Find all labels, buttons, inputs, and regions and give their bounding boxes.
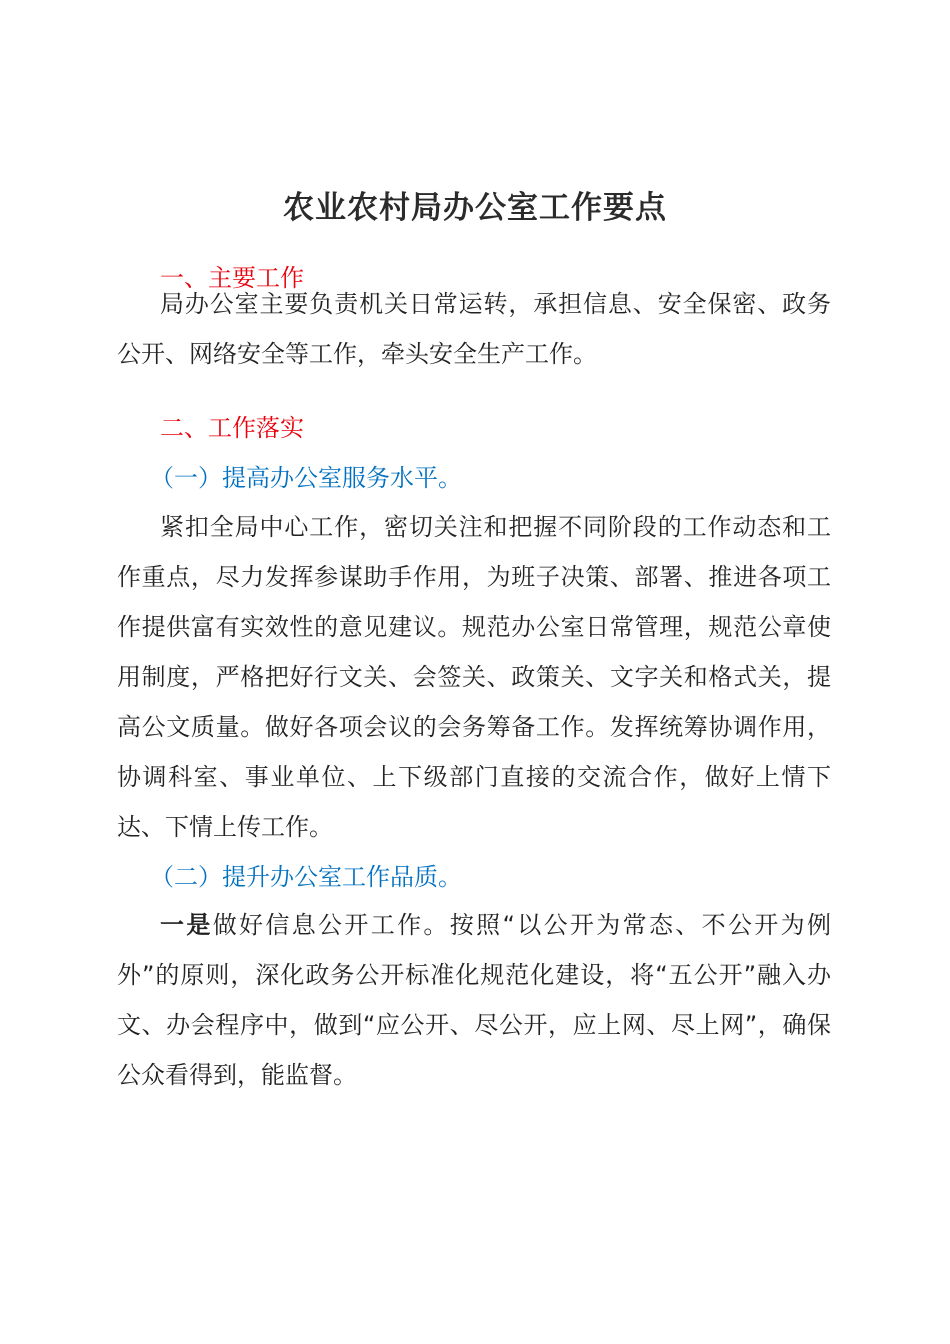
subsection-heading-service: （一）提高办公室服务水平。 — [150, 464, 462, 492]
page-title: 农业农村局办公室工作要点 — [283, 190, 667, 226]
paragraph-service: 紧扣全局中心工作，密切关注和把握不同阶段的工作动态和工作重点，尽力发挥参谋助手作用，为班子决策、部署、推进各项工作提供富有实效性的意见建议。规范办公室日常管理，规范公章使用制度，严格把好行文关、会签关、政策关、文字关和格式关，提高公文质量。做好各项会议的会务筹备工作。发挥统筹协调作用，协调科室、事业单位、上下级部门直接的交流合作，做好上情下达、下情上传工作。 — [117, 513, 831, 841]
paragraph-lead: 一是 — [160, 911, 213, 939]
section-heading-implementation: 二、工作落实 — [160, 414, 304, 442]
subsection-heading-quality: （二）提升办公室工作品质。 — [150, 863, 462, 891]
paragraph-main-work: 局办公室主要负责机关日常运转，承担信息、安全保密、政务公开、网络安全等工作，牵头安全生产工作。 — [117, 290, 831, 368]
paragraph-quality — [117, 900, 831, 1100]
paragraph-quality-body: 做好信息公开工作。按照“以公开为常态、不公开为例外”的原则，深化政务公开标准化规范化建设，将“五公开”融入办文、办会程序中，做到“应公开、尽公开，应上网、尽上网”，确保公众看得到，能监督。 — [117, 911, 831, 1089]
section-heading-main-work: 一、主要工作 — [160, 264, 304, 292]
